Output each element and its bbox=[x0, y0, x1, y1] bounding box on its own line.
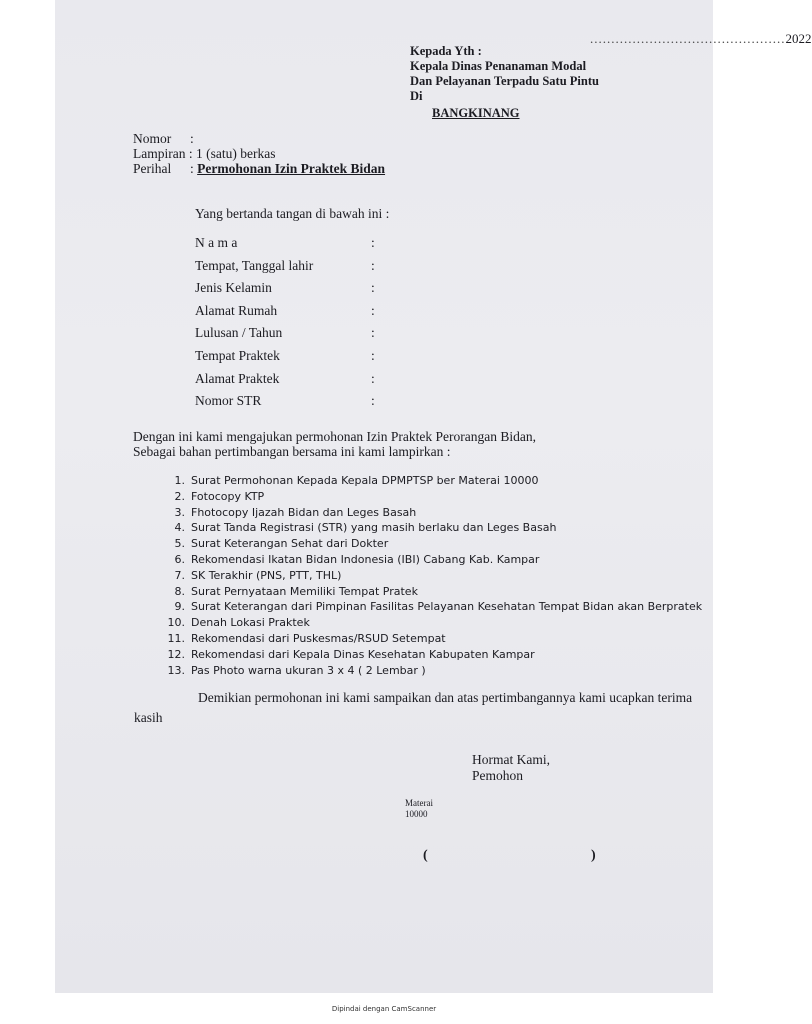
signature-block bbox=[472, 752, 550, 784]
list-item bbox=[160, 553, 702, 569]
list-item bbox=[160, 664, 702, 680]
item-number: 7. bbox=[174, 568, 185, 582]
signature-role: Pemohon bbox=[472, 768, 524, 783]
field-row bbox=[195, 258, 375, 281]
list-item bbox=[160, 506, 702, 522]
field-row bbox=[195, 303, 375, 326]
letter-date bbox=[590, 31, 812, 47]
list-item bbox=[160, 474, 702, 490]
intro-text: Yang bertanda tangan di bawah ini : bbox=[195, 206, 390, 221]
item-text: Surat Keterangan Sehat dari Dokter bbox=[191, 537, 389, 551]
item-number: 1. bbox=[174, 474, 185, 487]
closing-text: Demikian permohonan ini kami sampaikan dan atas pertimbangannya kami ucapkan terima bbox=[198, 690, 693, 705]
body-paragraph bbox=[133, 429, 536, 459]
list-item bbox=[160, 569, 702, 585]
body-line: Sebagai bahan pertimbangan bersama ini kami lampirkan : bbox=[133, 444, 451, 459]
field-sep: : bbox=[371, 325, 375, 341]
item-number: 8. bbox=[174, 584, 185, 598]
field-label: Alamat Rumah bbox=[195, 302, 278, 318]
item-text: Rekomendasi Ikatan Bidan Indonesia (IBI) Cabang Kab. Kampar bbox=[191, 552, 540, 566]
item-number: 6. bbox=[174, 552, 185, 566]
field-label: Jenis Kelamin bbox=[195, 280, 272, 296]
signature-greeting: Hormat Kami, bbox=[472, 752, 550, 767]
perihal-value: Permohonan Izin Praktek Bidan bbox=[197, 161, 386, 176]
item-text: Fotocopy KTP bbox=[191, 489, 265, 503]
item-number: 13. bbox=[167, 663, 185, 677]
item-text: Rekomendasi dari Puskesmas/RSUD Setempat bbox=[191, 631, 446, 645]
perihal-sep: : bbox=[190, 161, 194, 176]
field-sep: : bbox=[371, 280, 375, 296]
field-row bbox=[195, 325, 375, 348]
item-text: Surat Keterangan dari Pimpinan Fasilitas Pelayanan Kesehatan Tempat Bidan akan Berpratek bbox=[191, 600, 703, 614]
nomor-label: Nomor bbox=[133, 131, 172, 146]
field-row bbox=[195, 371, 375, 394]
field-label: Tempat Praktek bbox=[195, 347, 280, 363]
recipient-city: BANGKINANG bbox=[432, 106, 520, 120]
item-text: Fhotocopy Ijazah Bidan dan Leges Basah bbox=[191, 505, 417, 519]
field-row bbox=[195, 393, 375, 416]
perihal-label: Perihal bbox=[133, 161, 172, 176]
list-item bbox=[160, 600, 702, 616]
field-sep: : bbox=[371, 370, 375, 386]
item-number: 3. bbox=[174, 505, 185, 519]
field-row bbox=[195, 280, 375, 303]
address-line: Kepada Yth : bbox=[410, 44, 482, 58]
item-text: Surat Pernyataan Memiliki Tempat Pratek bbox=[191, 584, 418, 598]
lampiran-label: Lampiran bbox=[133, 146, 186, 161]
materai-label: Materai bbox=[405, 798, 433, 808]
list-item bbox=[160, 537, 702, 553]
field-label: N a m a bbox=[195, 235, 238, 250]
date-placeholder: .............................................. bbox=[590, 31, 786, 46]
item-text: SK Terakhir (PNS, PTT, THL) bbox=[191, 568, 342, 582]
item-text: Surat Tanda Registrasi (STR) yang masih berlaku dan Leges Basah bbox=[191, 521, 557, 535]
field-sep: : bbox=[371, 347, 375, 363]
recipient-address bbox=[410, 44, 599, 121]
stamp-placeholder bbox=[405, 798, 433, 820]
closing-text-end: kasih bbox=[134, 710, 163, 725]
item-number: 5. bbox=[174, 537, 185, 551]
list-item bbox=[160, 521, 702, 537]
address-line: Dan Pelayanan Terpadu Satu Pintu bbox=[410, 74, 599, 88]
materai-value: 10000 bbox=[405, 809, 428, 819]
item-number: 12. bbox=[167, 647, 185, 661]
item-text: Rekomendasi dari Kepala Dinas Kesehatan Kabupaten Kampar bbox=[191, 647, 535, 661]
field-sep: : bbox=[371, 302, 375, 318]
body-line: Dengan ini kami mengajukan permohonan Izin Praktek Perorangan Bidan, bbox=[133, 429, 537, 444]
item-number: 2. bbox=[174, 489, 185, 503]
item-number: 11. bbox=[167, 631, 185, 645]
scanner-watermark: Dipindai dengan CamScanner bbox=[331, 1005, 437, 1013]
item-number: 9. bbox=[174, 600, 185, 614]
name-paren-open: ( bbox=[423, 848, 428, 863]
field-label: Nomor STR bbox=[195, 393, 262, 409]
item-text: Surat Permohonan Kepada Kepala DPMPTSP ber Materai 10000 bbox=[191, 474, 539, 487]
field-label: Lulusan / Tahun bbox=[195, 325, 283, 341]
field-label: Alamat Praktek bbox=[195, 370, 280, 386]
item-number: 4. bbox=[174, 521, 185, 535]
list-item bbox=[160, 632, 702, 648]
field-row bbox=[195, 235, 375, 258]
attachment-list bbox=[160, 474, 702, 679]
list-item bbox=[160, 648, 702, 664]
list-item bbox=[160, 490, 702, 506]
address-line: Kepala Dinas Penanaman Modal bbox=[410, 59, 587, 73]
date-year: 2022 bbox=[785, 31, 812, 46]
field-sep: : bbox=[371, 235, 375, 250]
lampiran-value: : 1 (satu) berkas bbox=[188, 146, 276, 161]
letter-meta bbox=[133, 131, 385, 176]
field-label: Tempat, Tanggal lahir bbox=[195, 257, 314, 273]
applicant-fields bbox=[195, 235, 375, 416]
item-text: Pas Photo warna ukuran 3 x 4 ( 2 Lembar ) bbox=[191, 663, 426, 677]
list-item bbox=[160, 616, 702, 632]
field-row bbox=[195, 348, 375, 371]
item-number: 10. bbox=[167, 616, 185, 630]
item-text: Denah Lokasi Praktek bbox=[191, 616, 310, 630]
list-item bbox=[160, 585, 702, 601]
name-paren-close: ) bbox=[591, 848, 596, 863]
address-line: Di bbox=[410, 89, 423, 103]
nomor-sep: : bbox=[190, 131, 194, 146]
field-sep: : bbox=[371, 257, 375, 273]
field-sep: : bbox=[371, 393, 375, 409]
